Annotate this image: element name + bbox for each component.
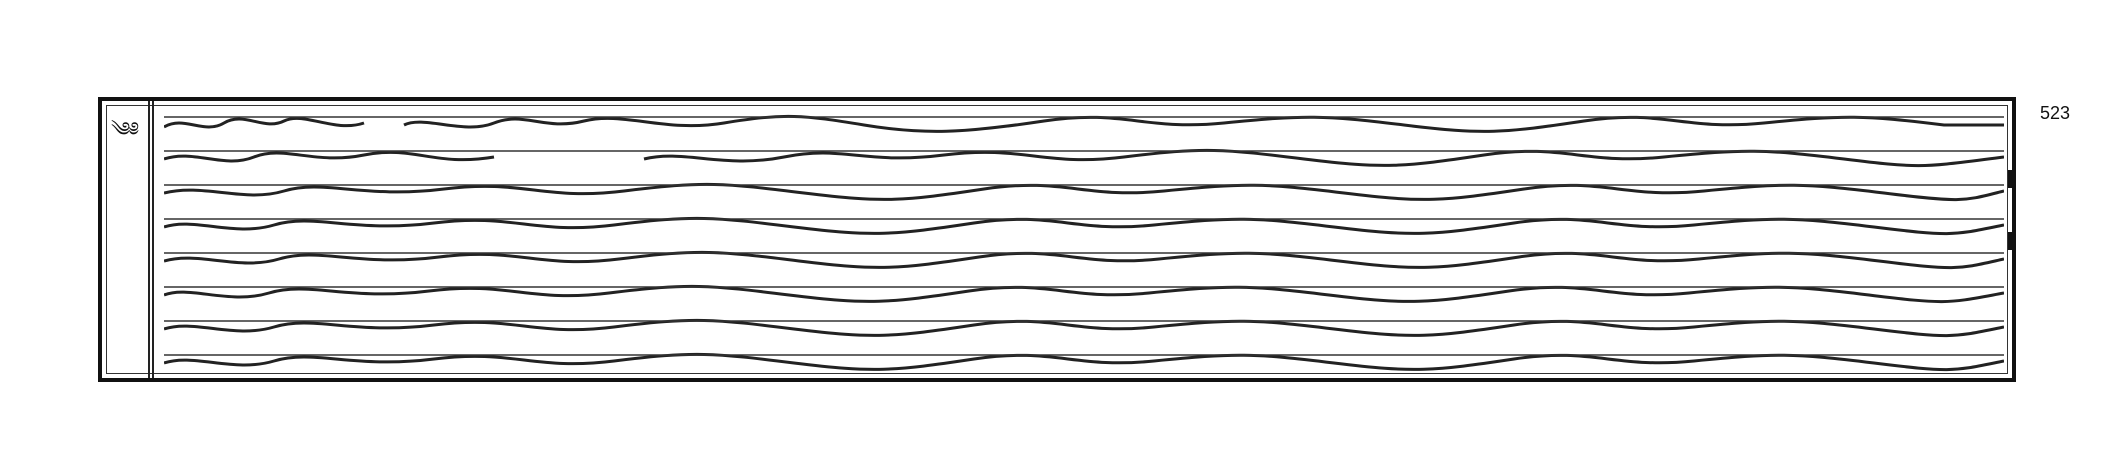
margin-folio-mark: ༄༅ xyxy=(111,117,139,141)
text-line-4 xyxy=(164,211,2004,241)
text-line-5 xyxy=(164,245,2004,275)
text-line-2 xyxy=(164,143,2004,173)
left-margin-column xyxy=(102,101,150,378)
margin-tick-mark xyxy=(2008,232,2012,250)
manuscript-folio xyxy=(98,97,2016,382)
text-line-3 xyxy=(164,177,2004,207)
text-line-8 xyxy=(164,347,2004,377)
margin-tick-mark xyxy=(2008,170,2012,188)
tibetan-text-block xyxy=(164,107,2004,372)
text-line-1 xyxy=(164,109,2004,139)
page-number: 523 xyxy=(2040,103,2071,123)
left-margin-rule xyxy=(152,101,154,378)
text-line-7 xyxy=(164,313,2004,343)
text-line-6 xyxy=(164,279,2004,309)
